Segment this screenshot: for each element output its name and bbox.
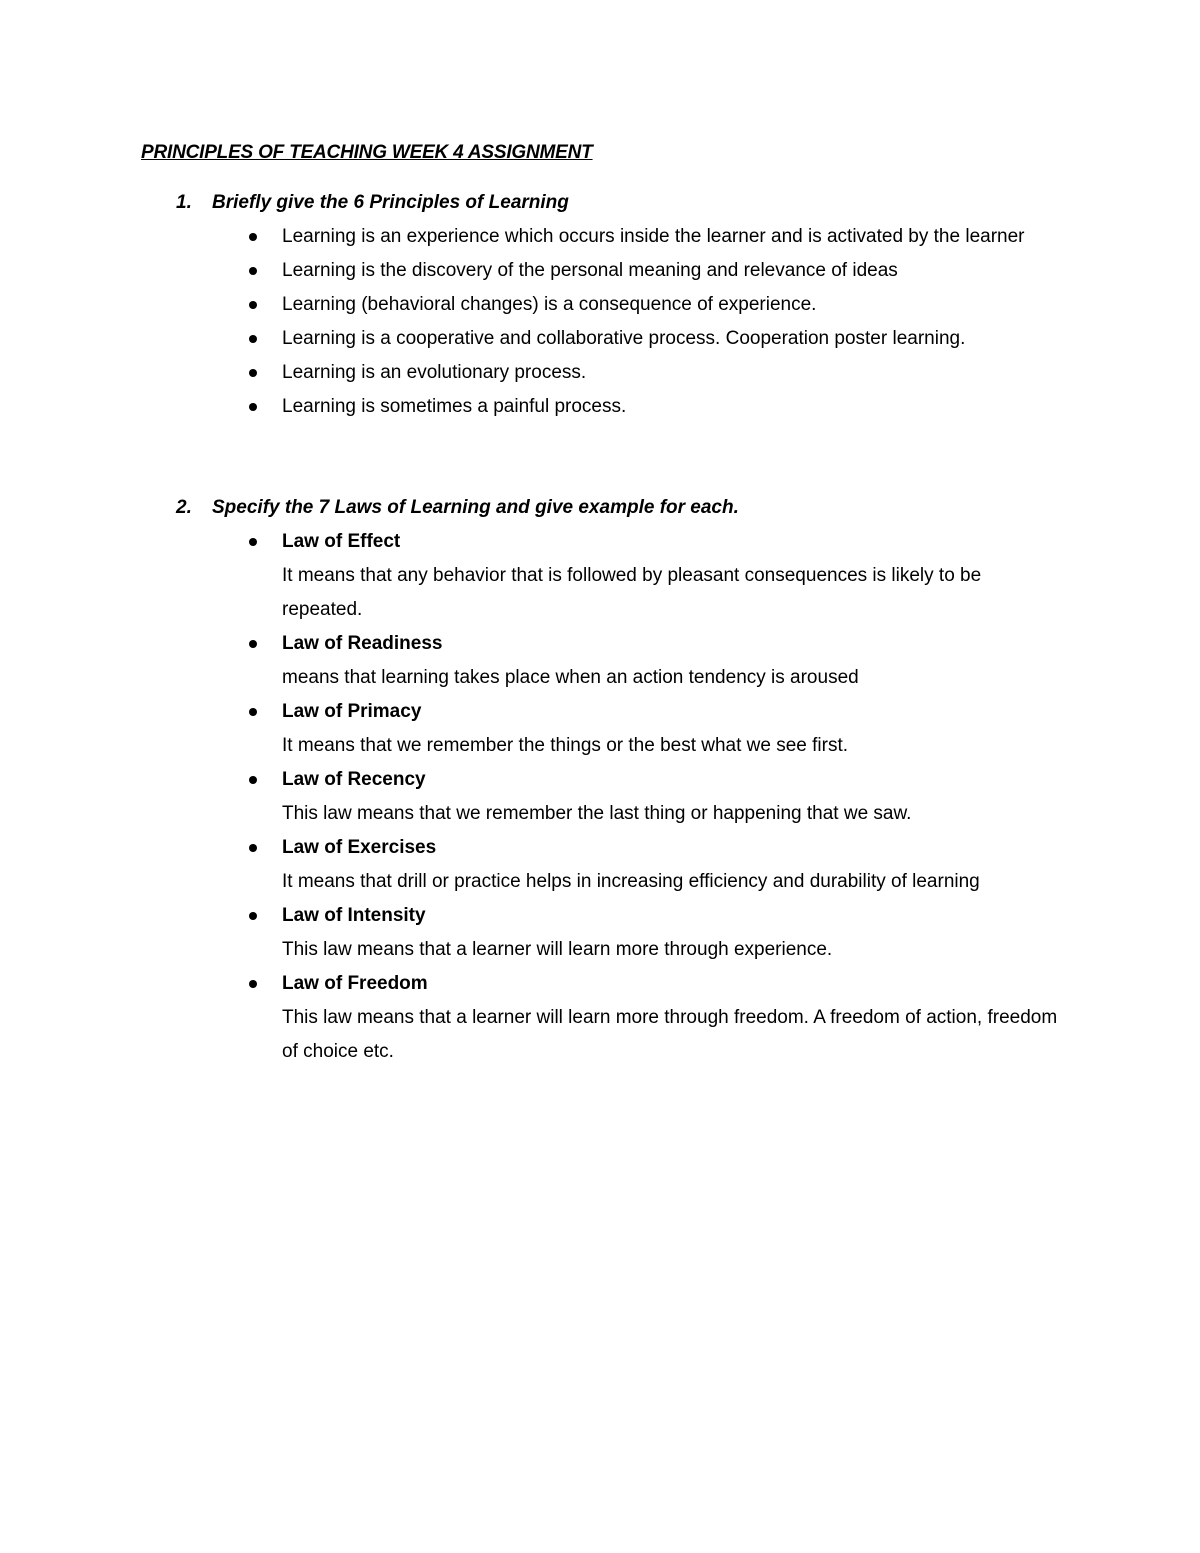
law-item — [0, 831, 1200, 899]
question-number: 2. — [176, 497, 192, 518]
list-item — [0, 254, 1200, 288]
bullet-icon — [249, 640, 257, 648]
law-name: Law of Effect — [282, 531, 401, 552]
law-description: It means that we remember the things or the best what we see first. — [282, 735, 849, 756]
question-1-heading — [0, 186, 1200, 220]
law-description: This law means that we remember the last thing or happening that we saw. — [282, 803, 912, 824]
law-item — [0, 967, 1200, 1069]
document-title: PRINCIPLES OF TEACHING WEEK 4 ASSIGNMENT — [141, 142, 593, 163]
list-item-text: Learning is a cooperative and collaborative process. Cooperation poster learning. — [282, 328, 966, 349]
question-2-section — [0, 491, 1200, 1069]
law-item — [0, 899, 1200, 967]
question-text: Briefly give the 6 Principles of Learning — [212, 192, 569, 213]
bullet-icon — [249, 776, 257, 784]
bullet-icon — [249, 301, 257, 309]
principles-list — [0, 220, 1200, 424]
list-item-text: Learning is an experience which occurs inside the learner and is activated by the learner — [282, 226, 1025, 247]
law-item — [0, 763, 1200, 831]
law-name: Law of Intensity — [282, 905, 426, 926]
law-name: Law of Freedom — [282, 973, 428, 994]
list-item — [0, 288, 1200, 322]
bullet-icon — [249, 267, 257, 275]
list-item-text: Learning is sometimes a painful process. — [282, 396, 627, 417]
list-item — [0, 322, 1200, 356]
law-description: means that learning takes place when an action tendency is aroused — [282, 667, 859, 688]
list-item — [0, 220, 1200, 254]
list-item — [0, 356, 1200, 390]
law-description: This law means that a learner will learn more through experience. — [282, 939, 833, 960]
law-item — [0, 525, 1200, 627]
bullet-icon — [249, 708, 257, 716]
list-item — [0, 390, 1200, 424]
law-name: Law of Primacy — [282, 701, 422, 722]
law-description: This law means that a learner will learn more through freedom. A freedom of action, freedom of choice etc. — [282, 1007, 1058, 1062]
bullet-icon — [249, 233, 257, 241]
law-name: Law of Exercises — [282, 837, 437, 858]
bullet-icon — [249, 403, 257, 411]
bullet-icon — [249, 980, 257, 988]
question-text: Specify the 7 Laws of Learning and give example for each. — [212, 497, 739, 518]
laws-list — [0, 525, 1200, 1069]
law-description: It means that drill or practice helps in increasing efficiency and durability of learning — [282, 871, 980, 892]
bullet-icon — [249, 912, 257, 920]
law-description: It means that any behavior that is followed by pleasant consequences is likely to be repeated. — [282, 565, 982, 620]
list-item-text: Learning (behavioral changes) is a consequence of experience. — [282, 294, 817, 315]
law-name: Law of Recency — [282, 769, 426, 790]
list-item-text: Learning is the discovery of the personal meaning and relevance of ideas — [282, 260, 898, 281]
bullet-icon — [249, 335, 257, 343]
question-2-heading — [0, 491, 1200, 525]
law-item — [0, 627, 1200, 695]
bullet-icon — [249, 538, 257, 546]
law-name: Law of Readiness — [282, 633, 443, 654]
bullet-icon — [249, 844, 257, 852]
law-item — [0, 695, 1200, 763]
question-1-section — [0, 186, 1200, 424]
question-number: 1. — [176, 192, 192, 213]
list-item-text: Learning is an evolutionary process. — [282, 362, 587, 383]
bullet-icon — [249, 369, 257, 377]
